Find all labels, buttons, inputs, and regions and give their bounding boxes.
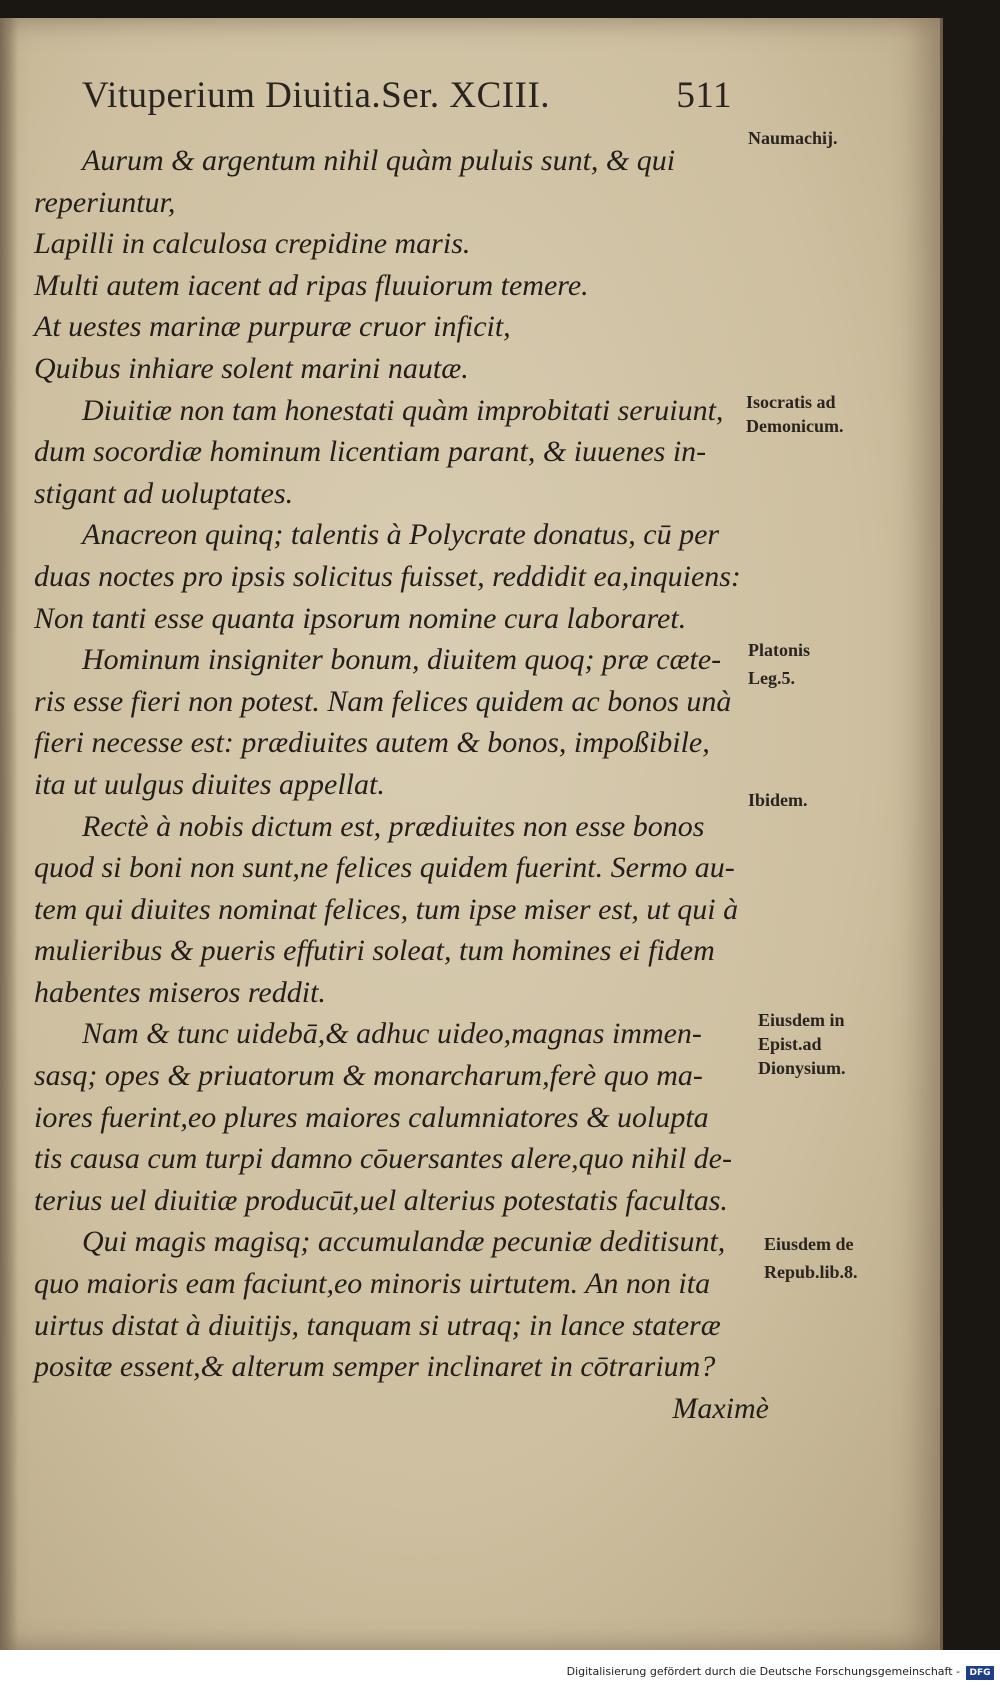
margin-note: Leg.5. [748,668,795,688]
text-line: Lapilli in calculosa crepidine maris. [34,227,471,261]
margin-note: Demonicum. [746,416,844,436]
margin-note: Platonis [748,640,811,660]
margin-note: Isocratis ad [746,392,836,412]
text-line: mulieribus & pueris effutiri soleat, tum homines ei fidem [34,934,715,968]
text-line: ris esse fieri non potest. Nam felices quidem ac bonos unà [34,684,732,718]
text-line: Non tanti esse quanta ipsorum nomine cura laboraret. [34,601,687,635]
footer-bar [0,1650,1000,1688]
text-line: positæ essent,& alterum semper inclinaret in cōtrarium? [34,1350,716,1384]
page-spine-shadow [0,18,18,1650]
catchword: Maximè [672,1391,769,1425]
margin-note: Ibidem. [748,790,808,810]
text-line: Qui magis magisq; accumulandæ pecuniæ deditisunt, [82,1225,726,1259]
text-line: Diuitiæ non tam honestati quàm improbitati seruiunt, [82,393,724,427]
margin-note: Repub.lib.8. [764,1262,858,1282]
running-head [82,74,732,117]
margin-note: Epist.ad [758,1034,822,1054]
text-line: Anacreon quinq; talentis à Polycrate donatus, cū per [82,518,720,552]
running-head-title: Vituperium Diuitia.Ser. XCIII. [82,75,551,116]
text-line: fieri necesse est: prædiuites autem & bonos, impoßibile, [34,726,710,760]
text-line: stigant ad uoluptates. [34,476,294,510]
margin-note: Eiusdem in [758,1010,845,1030]
text-line: terius uel diuitiæ producūt,uel alterius potestatis facultas. [34,1183,728,1217]
text-line: tis causa cum turpi damno cōuersantes alere,quo nihil de- [34,1142,732,1176]
text-line: Hominum insigniter bonum, diuitem quoq; præ cæte- [82,643,722,677]
text-line: dum socordiæ hominum licentiam parant, & iuuenes in- [34,435,707,469]
text-line: iores fuerint,eo plures maiores calumniatores & uolupta [34,1100,709,1134]
text-line: habentes miseros reddit. [34,975,326,1009]
text-line: uirtus distat à diuitijs, tanquam si utraq; in lance stateræ [34,1308,721,1342]
text-line: Rectè à nobis dictum est, prædiuites non esse bonos [82,809,705,843]
book-page [0,18,943,1650]
margin-note: Dionysium. [758,1058,846,1078]
text-line: Multi autem iacent ad ripas fluuiorum temere. [34,268,589,302]
text-line: At uestes marinæ purpuræ cruor inficit, [34,310,511,344]
text-line: Quibus inhiare solent marini nautæ. [34,351,469,385]
body-text [34,140,769,1429]
margin-note: Naumachij. [748,128,838,148]
text-line: Aurum & argentum nihil quàm puluis sunt, & qui [82,144,676,177]
margin-note: Eiusdem de [764,1234,854,1254]
text-line: ita ut uulgus diuites appellat. [34,767,385,801]
text-line: reperiuntur, [34,185,176,219]
text-line: Nam & tunc uidebā,& adhuc uideo,magnas immen- [82,1017,702,1051]
text-line: quo maioris eam faciunt,eo minoris uirtutem. An non ita [34,1267,711,1301]
text-line: quod si boni non sunt,ne felices quidem fuerint. Sermo au- [34,851,735,885]
page-number: 511 [676,75,732,116]
text-line: tem qui diuites nominat felices, tum ipse miser est, ut qui à [34,892,739,926]
dfg-logo-icon: DFG [966,1666,994,1680]
funding-credit: Digitalisierung gefördert durch die Deutsche Forschungsgemeinschaft - [566,1665,960,1678]
text-line: sasq; opes & priuatorum & monarcharum,ferè quo ma- [34,1059,703,1093]
text-line: duas noctes pro ipsis solicitus fuisset, reddidit ea,inquiens: [34,559,741,593]
